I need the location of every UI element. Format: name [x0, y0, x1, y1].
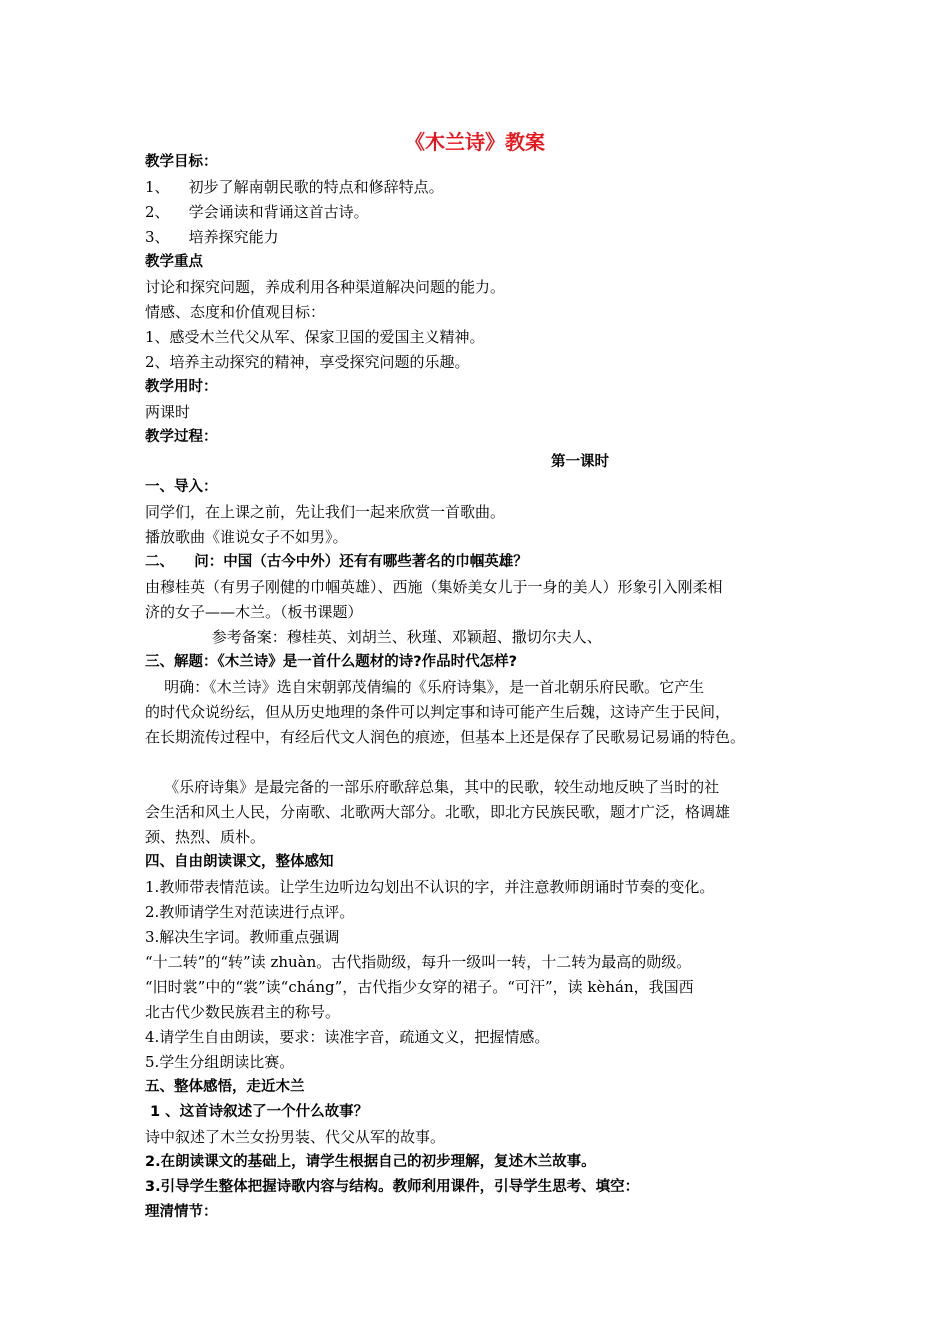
- lesson-heading: 第一课时: [551, 454, 609, 470]
- text-line: 教学目标：: [145, 154, 218, 170]
- text-line: 在长期流传过程中，有经后代文人润色的痕迹，但基本上还是保存了民歌易记易诵的特色。: [145, 728, 746, 746]
- text-line: 北古代少数民族君主的称号。: [145, 1003, 341, 1021]
- text-line: 一、导入：: [145, 479, 218, 495]
- text-line: 《乐府诗集》是最完备的一部乐府歌辞总集，其中的民歌，较生动地反映了当时的社: [145, 778, 720, 796]
- text-line: 情感、态度和价值观目标：: [145, 303, 326, 321]
- text-line: 3.引导学生整体把握诗歌内容与结构。教师利用课件，引导学生思考、填空：: [145, 1179, 640, 1195]
- text-line: 3、 培养探究能力: [145, 228, 279, 246]
- document-title: 《木兰诗》教案: [405, 130, 545, 154]
- text-line: 1、感受木兰代父从军、保家卫国的爱国主义精神。: [145, 328, 485, 346]
- text-line: 颈、热烈、质朴。: [145, 828, 266, 846]
- text-line: 五、整体感悟，走近木兰: [145, 1079, 305, 1095]
- text-line: 1、 初步了解南朝民歌的特点和修辞特点。: [145, 178, 444, 196]
- text-line: 参考备案：穆桂英、刘胡兰、秋瑾、邓颖超、撒切尔夫人、: [145, 628, 602, 646]
- text-line: 3.解决生字词。教师重点强调: [145, 928, 340, 946]
- text-line: “旧时裳”中的“裳”读“cháng”，古代指少女穿的裙子。“可汗”，读 kèhán，我国西: [145, 978, 694, 996]
- text-line: 诗中叙述了木兰女扮男装、代父从军的故事。: [145, 1128, 446, 1146]
- text-line: 2.在朗读课文的基础上，请学生根据自己的初步理解，复述木兰故事。: [145, 1154, 596, 1170]
- text-line: 四、自由朗读课文，整体感知: [145, 854, 334, 870]
- text-line: 4.请学生自由朗读，要求：读准字音，疏通文义，把握情感。: [145, 1028, 550, 1046]
- text-line: 1.教师带表情范读。让学生边听边勾划出不认识的字，并注意教师朗诵时节奏的变化。: [145, 878, 715, 896]
- text-line: 教学过程：: [145, 429, 218, 445]
- text-line: 教学重点: [145, 254, 203, 270]
- text-line: “十二转”的“转”读 zhuàn。古代指勋级，每升一级叫一转，十二转为最高的勋级。: [145, 953, 692, 971]
- text-line: 讨论和探究问题，养成利用各种渠道解决问题的能力。: [145, 278, 506, 296]
- text-line: 两课时: [145, 403, 191, 421]
- text-line: 同学们，在上课之前，先让我们一起来欣赏一首歌曲。: [145, 503, 506, 521]
- text-line: 会生活和风土人民，分南歌、北歌两大部分。北歌，即北方民族民歌，题才广泛，格调雄: [145, 803, 731, 821]
- text-line: 三、解题：《木兰诗》是一首什么题材的诗?作品时代怎样?: [145, 654, 518, 670]
- text-line: 1 、这首诗叙述了一个什么故事？: [145, 1104, 369, 1120]
- text-line: 理清情节：: [145, 1204, 218, 1220]
- text-line: 济的女子——木兰。（板书课题）: [145, 603, 363, 621]
- text-line: 明确：《木兰诗》选自宋朝郭茂倩编的《乐府诗集》，是一首北朝乐府民歌。它产生: [145, 678, 705, 696]
- text-line: 2、 学会诵读和背诵这首古诗。: [145, 203, 369, 221]
- text-line: 二、 问：中国（古今中外）还有有哪些著名的巾帼英雄？: [145, 554, 528, 570]
- text-line: 2、培养主动探究的精神，享受探究问题的乐趣。: [145, 353, 470, 371]
- text-line: 2.教师请学生对范读进行点评。: [145, 903, 355, 921]
- text-line: 的时代众说纷纭，但从历史地理的条件可以判定事和诗可能产生后魏，这诗产生于民间，: [145, 703, 731, 721]
- text-line: 播放歌曲《谁说女子不如男》。: [145, 528, 348, 546]
- text-line: 5.学生分组朗读比赛。: [145, 1053, 295, 1071]
- text-line: 教学用时：: [145, 379, 218, 395]
- text-line: 由穆桂英（有男子刚健的巾帼英雄）、西施（集娇美女儿于一身的美人）形象引入刚柔相: [145, 578, 723, 596]
